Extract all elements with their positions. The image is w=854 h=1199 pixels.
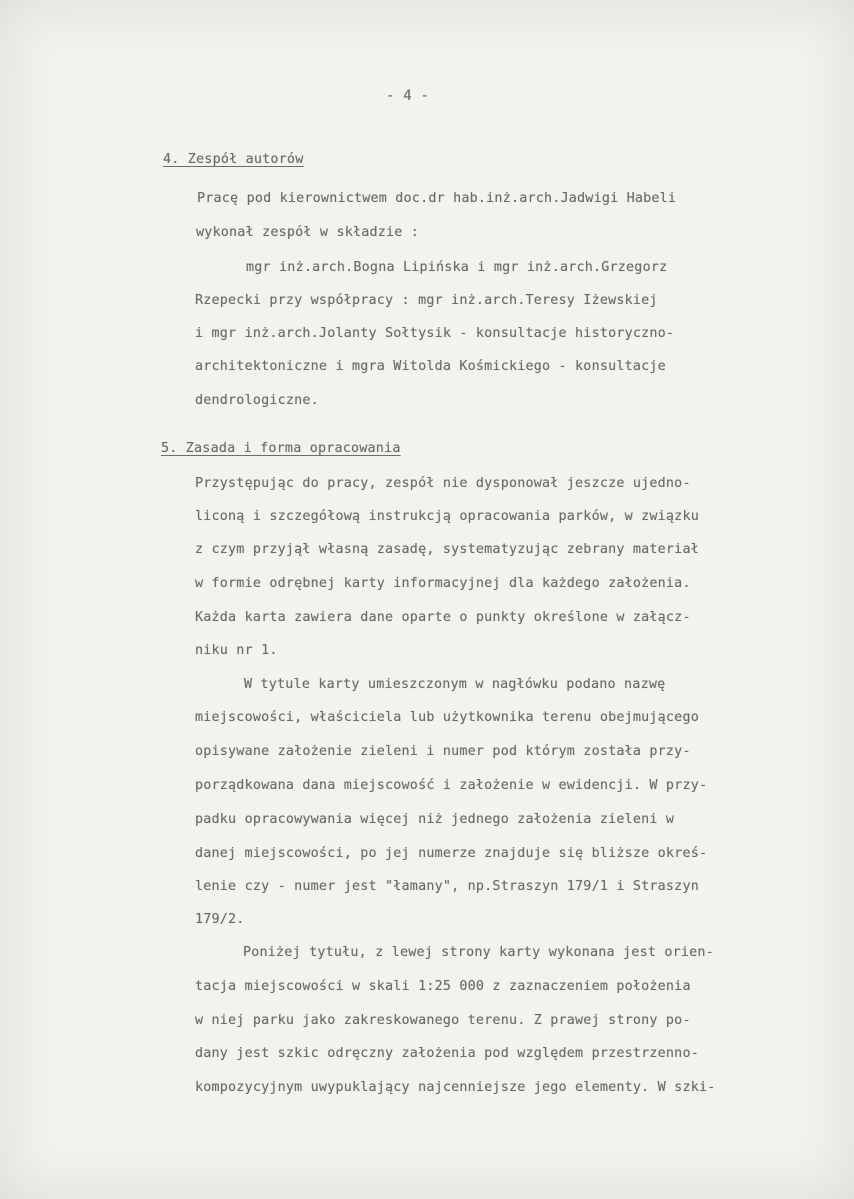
text-line: Pracę pod kierownictwem doc.dr hab.inż.arch.Jadwigi Habeli — [197, 191, 677, 206]
text-line: z czym przyjął własną zasadę, systematyzując zebrany materiał — [195, 542, 699, 557]
section-heading-authors: 4. Zespół autorów — [163, 152, 304, 167]
text-line: danej miejscowości, po jej numerze znajduje się bliższe okreś- — [195, 846, 708, 861]
page-number: - 4 - — [386, 88, 430, 104]
text-line: w formie odrębnej karty informacyjnej dla każdego założenia. — [195, 576, 691, 591]
text-line: i mgr inż.arch.Jolanty Sołtysik - konsultacje historyczno- — [195, 326, 675, 341]
text-line: tacja miejscowości w skali 1:25 000 z zaznaczeniem położenia — [195, 979, 691, 994]
text-line: kompozycyjnym uwypuklający najcenniejsze jego elementy. W szki- — [195, 1080, 716, 1095]
text-line: Każda karta zawiera dane oparte o punkty określone w załącz- — [195, 610, 691, 625]
text-line: dany jest szkic odręczny założenia pod względem przestrzenno- — [195, 1046, 699, 1061]
text-line: W tytule karty umieszczonym w nagłówku podano nazwę — [244, 677, 666, 692]
text-line: Przystępując do pracy, zespół nie dysponował jeszcze ujedno- — [195, 476, 691, 491]
text-line: porządkowana dana miejscowość i założenie w ewidencji. W przy- — [195, 778, 708, 793]
text-line: opisywane założenie zieleni i numer pod którym została przy- — [195, 744, 691, 759]
text-line: wykonał zespół w składzie : — [196, 225, 420, 240]
text-line: niku nr 1. — [195, 643, 278, 658]
text-line: 179/2. — [195, 912, 245, 927]
text-line: Poniżej tytułu, z lewej strony karty wykonana jest orien- — [243, 945, 714, 960]
section-heading-method: 5. Zasada i forma opracowania — [161, 441, 401, 456]
text-line: liconą i szczegółową instrukcją opracowania parków, w związku — [195, 509, 699, 524]
text-line: lenie czy - numer jest "łamany", np.Straszyn 179/1 i Straszyn — [195, 879, 699, 894]
text-line: mgr inż.arch.Bogna Lipińska i mgr inż.arch.Grzegorz — [246, 260, 668, 275]
text-line: w niej parku jako zakreskowanego terenu. Z prawej strony po- — [195, 1013, 691, 1028]
text-line: padku opracowywania więcej niż jednego założenia zieleni w — [195, 812, 675, 827]
text-line: miejscowości, właściciela lub użytkownika terenu obejmującego — [195, 710, 699, 725]
text-line: dendrologiczne. — [195, 393, 319, 408]
text-line: architektoniczne i mgra Witolda Kośmickiego - konsultacje — [195, 359, 666, 374]
text-line: Rzepecki przy współpracy : mgr inż.arch.Teresy Iżewskiej — [195, 293, 658, 308]
